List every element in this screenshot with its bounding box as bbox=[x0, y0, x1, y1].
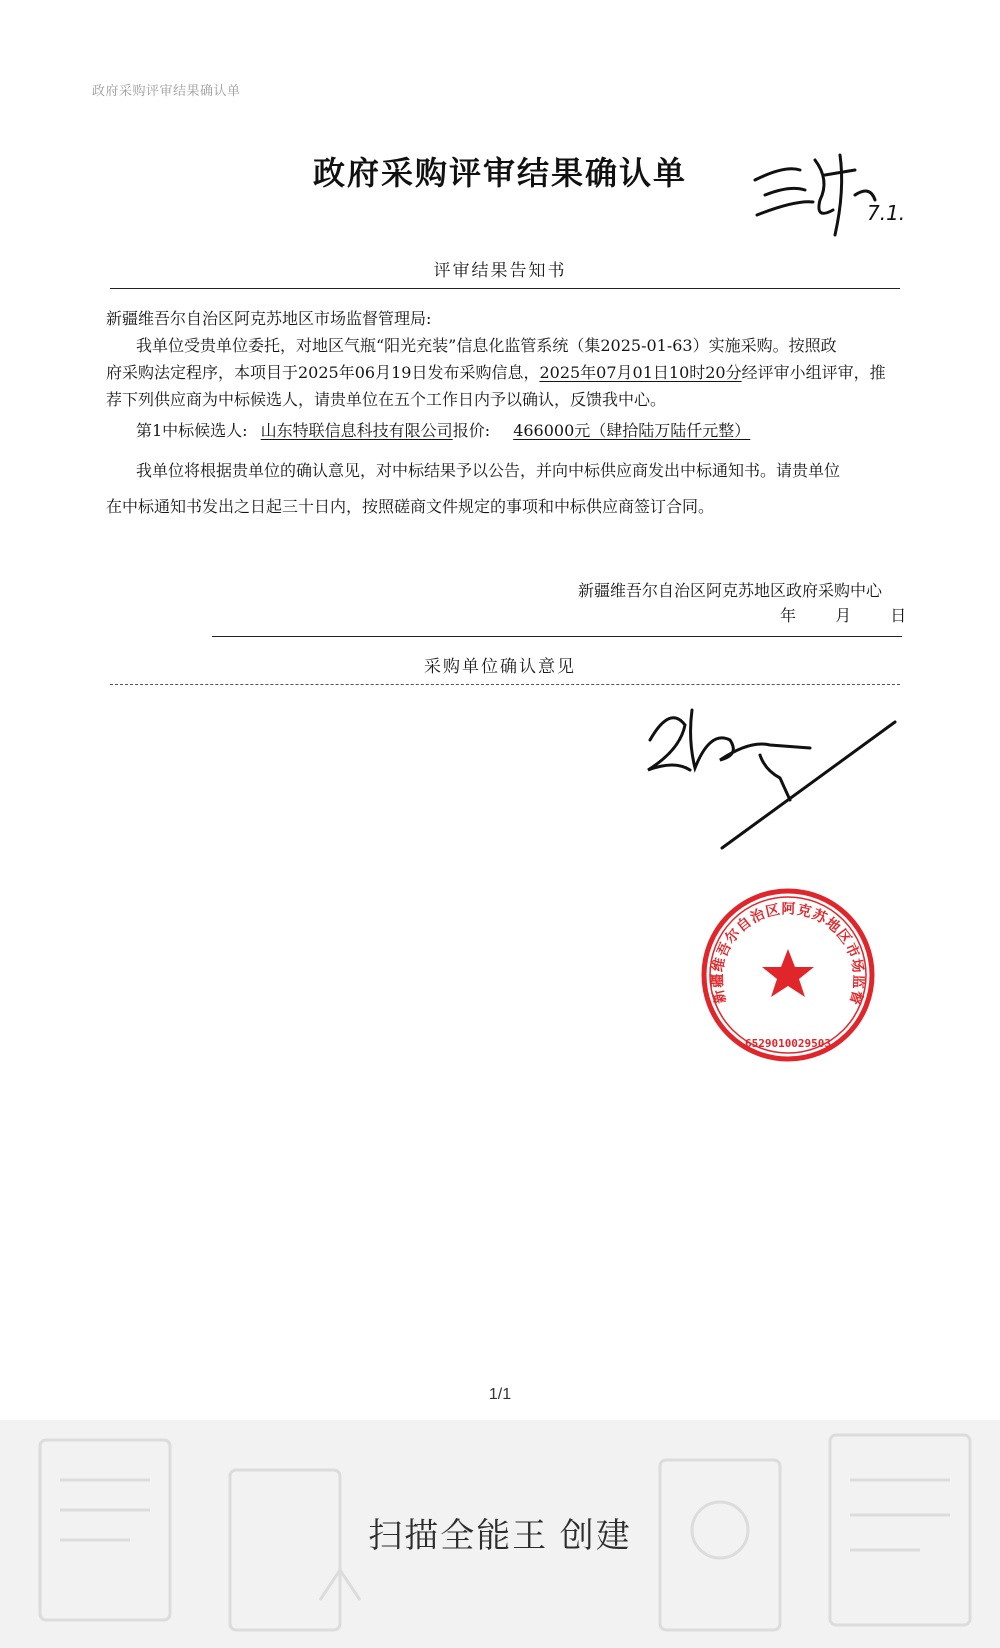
official-seal bbox=[692, 875, 876, 1063]
notice-paragraph-1-line-3: 荐下列供应商为中标候选人，请贵单位在五个工作日内予以确认，反馈我中心。 bbox=[106, 390, 667, 409]
divider bbox=[212, 636, 902, 637]
date-day: 日 bbox=[890, 606, 907, 625]
running-head: 政府采购评审结果确认单 bbox=[92, 84, 241, 99]
evaluation-datetime: 2025年07月01日10时20分 bbox=[539, 363, 742, 382]
issuer-name: 新疆维吾尔自治区阿克苏地区政府采购中心 bbox=[578, 581, 883, 600]
notice-heading: 评审结果告知书 bbox=[433, 261, 567, 281]
page-title: 政府采购评审结果确认单 bbox=[312, 154, 687, 192]
confirmation-heading: 采购单位确认意见 bbox=[424, 657, 576, 677]
seal-code: 6529010029503 bbox=[744, 1037, 832, 1050]
price-value: 466000元（肆拾陆万陆仟元整） bbox=[513, 421, 751, 440]
addressee: 新疆维吾尔自治区阿克苏地区市场监督管理局: bbox=[106, 309, 432, 328]
candidate-name: 山东特联信息科技有限公司 bbox=[260, 421, 453, 440]
handwritten-signature-top bbox=[745, 140, 915, 250]
issue-date bbox=[780, 603, 940, 626]
notice-paragraph-1-line-1: 我单位受贵单位委托，对地区气瓶“阳光充装”信息化监管系统（集2025-01-63）实施采购。按照政 bbox=[136, 336, 837, 355]
signature-date-text: 7.1. bbox=[867, 201, 906, 225]
candidate-label: 第1中标候选人: bbox=[136, 421, 248, 440]
notice-paragraph-2-line-1: 我单位将根据贵单位的确认意见，对中标结果予以公告，并向中标供应商发出中标通知书。请贵单位 bbox=[136, 461, 841, 480]
candidate-line bbox=[136, 418, 750, 441]
date-month: 月 bbox=[835, 606, 852, 625]
notice-paragraph-2-line-2: 在中标通知书发出之日起三十日内，按照磋商文件规定的事项和中标供应商签订合同。 bbox=[106, 497, 715, 516]
scanner-watermark-footer bbox=[0, 1420, 1000, 1648]
date-year: 年 bbox=[780, 606, 797, 625]
page-indicator: 1/1 bbox=[488, 1386, 512, 1403]
handwritten-signature-bottom bbox=[640, 700, 910, 860]
notice-paragraph-1-line-2: 府采购法定程序，本项目于2025年06月19日发布采购信息，2025年07月01日10时20分经评审小组评审，推 bbox=[106, 363, 886, 382]
scanner-brand-text: 扫描全能王 创建 bbox=[368, 1517, 632, 1555]
divider bbox=[110, 288, 900, 289]
seal-org-text: 新疆维吾尔自治区阿克苏地区市场监督管理局 bbox=[692, 875, 867, 1008]
divider bbox=[110, 684, 900, 685]
price-label: 报价: bbox=[452, 421, 491, 440]
